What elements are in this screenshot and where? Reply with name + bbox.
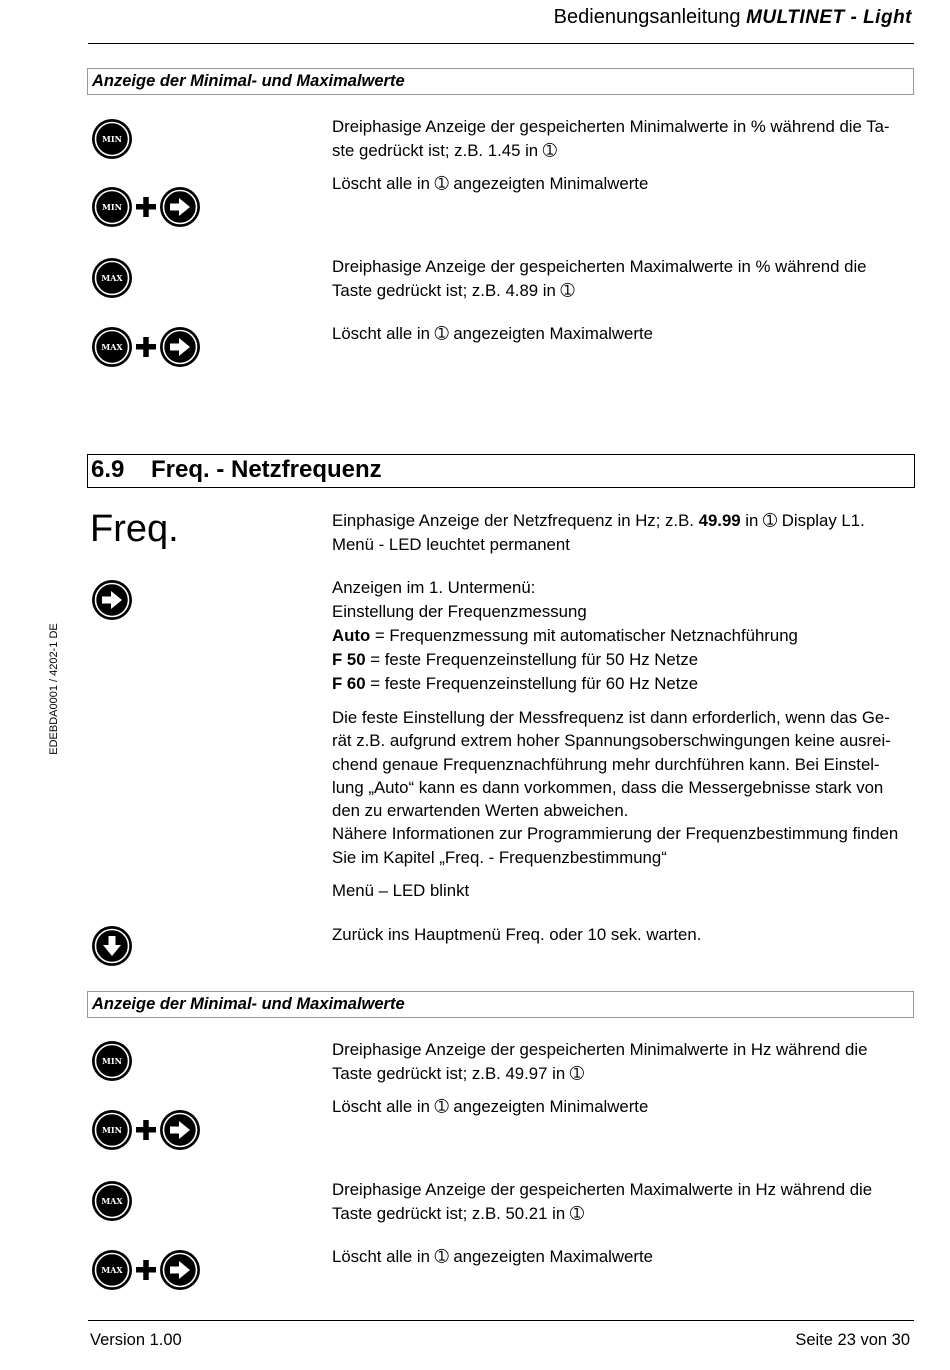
footer-rule: [88, 1320, 914, 1321]
max-clear-text: Löscht alle in ➀ angezeigten Maximalwerte: [332, 324, 653, 343]
min-clear-text-hz: Löscht alle in ➀ angezeigten Minimalwerte: [332, 1097, 649, 1116]
plus-icon: [136, 1120, 156, 1140]
max-show-text: Dreiphasige Anzeige der gespeicherten Maximalwerte in % während die Taste gedrückt ist; z.B. 4.89 in ➀: [332, 257, 867, 300]
freq-intro: Einphasige Anzeige der Netzfrequenz in Hz; z.B. 49.99 in ➀ Display L1. Menü - LED leuchtet permanent: [332, 511, 865, 554]
info-paragraph: Die feste Einstellung der Messfrequenz ist dann erforderlich, wenn das Ge- rät z.B. aufgrund extrem hoher Spannungsoberschwingungen keine ausrei- chend genaue Frequenznachführung mehr durchführen kann. Bei Einstel- lung „Auto“ kann es dann vorkommen, dass die Messergebnisse stark von den zu erwartenden Werten abweichen. Nähere Informationen zur Programmierung der Frequenzbestimmung finden Sie im Kapitel „Freq. - Frequenzbestimmung“: [332, 708, 899, 867]
svg-text:MAX: MAX: [101, 342, 123, 352]
min-clear-text: Löscht alle in ➀ angezeigten Minimalwerte: [332, 174, 649, 193]
arrow-right-key-icon: [160, 1110, 200, 1150]
max-key-icon: [92, 327, 132, 367]
min-key-icon: [92, 187, 132, 227]
footer-page-number: Seite 23 von 30: [795, 1331, 910, 1349]
submenu-text: Anzeigen im 1. Untermenü: Einstellung der Frequenzmessung Auto = Frequenzmessung mit automatischer Netznachführung F 50 = feste Frequenzeinstellung für 50 Hz Netze F 60 = feste Frequenzeinstellung für 60 Hz Netze: [332, 578, 798, 693]
arrow-down-key-icon: [90, 924, 134, 968]
svg-text:MIN: MIN: [102, 1056, 122, 1066]
display-label: Freq.: [90, 508, 179, 550]
document-header: [554, 6, 912, 29]
footer-version: Version 1.00: [90, 1331, 182, 1349]
min-key-icon: [92, 1110, 132, 1150]
section-number: 6.9: [91, 456, 125, 483]
min-key-icon: [90, 1039, 134, 1083]
min-plus-arrow-combo: [90, 1108, 202, 1152]
header-brand: MULTINET - Light: [746, 7, 912, 28]
max-plus-arrow-combo: [90, 325, 202, 369]
svg-text:MAX: MAX: [101, 1196, 123, 1206]
header-rule: [88, 43, 914, 44]
plus-icon: [136, 337, 156, 357]
block1-heading: Anzeige der Minimal- und Maximalwerte: [87, 68, 914, 95]
arrow-right-key-icon: [160, 1250, 200, 1290]
arrow-right-key-icon: [160, 187, 200, 227]
max-key-icon: [90, 1179, 134, 1223]
max-key-icon: [90, 256, 134, 300]
section-title: Freq. - Netzfrequenz: [151, 456, 382, 483]
arrow-right-key-icon: [90, 578, 134, 622]
svg-text:MIN: MIN: [102, 202, 122, 212]
led-blink-text: Menü – LED blinkt: [332, 881, 470, 900]
back-text: Zurück ins Hauptmenü Freq. oder 10 sek. warten.: [332, 925, 702, 944]
max-key-icon: [92, 1250, 132, 1290]
min-plus-arrow-combo: [90, 185, 202, 229]
svg-text:MAX: MAX: [101, 1265, 123, 1275]
arrow-right-key-icon: [160, 327, 200, 367]
plus-icon: [136, 197, 156, 217]
header-prefix: Bedienungsanleitung: [553, 6, 741, 28]
svg-text:MAX: MAX: [101, 273, 123, 283]
max-clear-text-hz: Löscht alle in ➀ angezeigten Maximalwerte: [332, 1247, 653, 1266]
svg-text:MIN: MIN: [102, 1125, 122, 1135]
svg-text:MIN: MIN: [102, 134, 122, 144]
min-show-text: Dreiphasige Anzeige der gespeicherten Minimalwerte in % während die Ta- ste gedrückt ist; z.B. 1.45 in ➀: [332, 117, 890, 160]
plus-icon: [136, 1260, 156, 1280]
min-show-text-hz: Dreiphasige Anzeige der gespeicherten Minimalwerte in Hz während die Taste gedrückt ist; z.B. 49.97 in ➀: [332, 1040, 868, 1083]
max-plus-arrow-combo: [90, 1248, 202, 1292]
min-key-icon: [90, 117, 134, 161]
section-heading: [87, 454, 915, 488]
document-code: EDEBDA0001 / 4202-1 DE: [48, 622, 60, 755]
block2-heading: Anzeige der Minimal- und Maximalwerte: [87, 991, 914, 1018]
max-show-text-hz: Dreiphasige Anzeige der gespeicherten Maximalwerte in Hz während die Taste gedrückt ist; z.B. 50.21 in ➀: [332, 1180, 873, 1223]
